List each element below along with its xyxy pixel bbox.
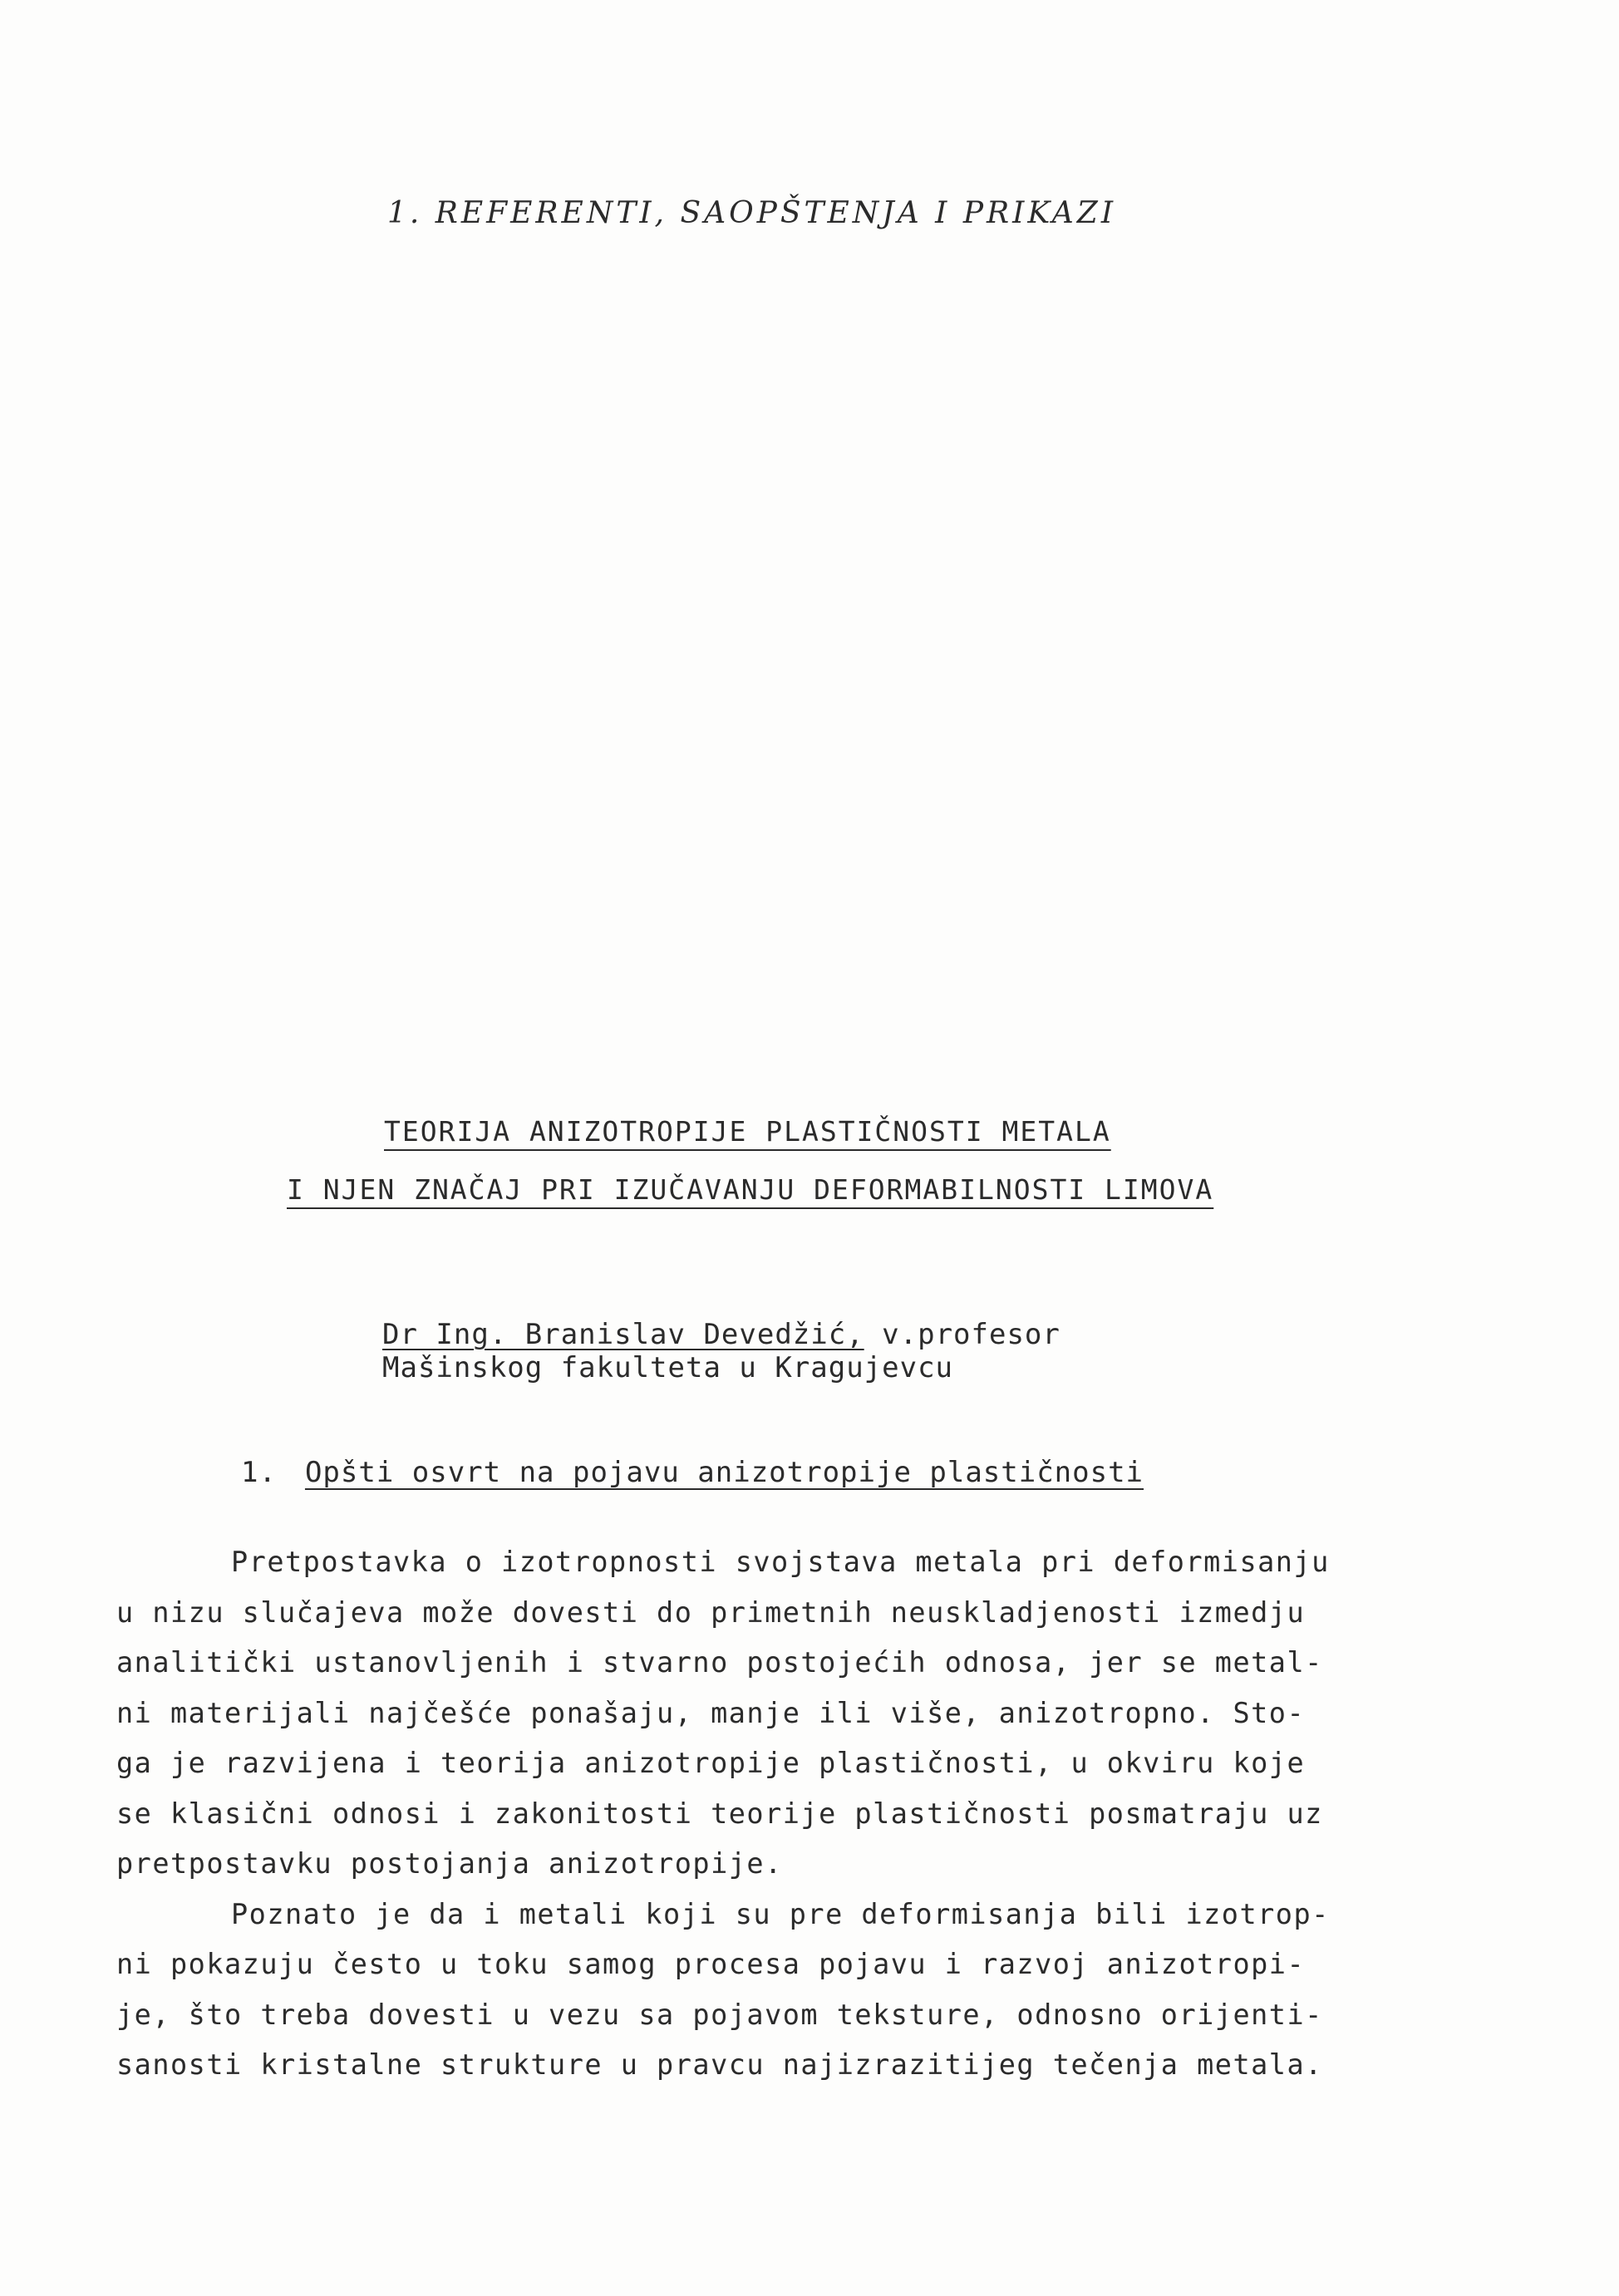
paragraph-line: ni materijali najčešće ponašaju, manje ili više, anizotropno. Sto- [116,1696,1306,1729]
paragraph-line: je, što treba dovesti u vezu sa pojavom teksture, odnosno orijenti- [116,1998,1323,2031]
author-name: Dr Ing. Branislav Devedžić, [382,1318,864,1351]
paragraph-1 [116,1537,1471,1890]
paragraph-line: se klasični odnosi i zakonitosti teorije plastičnosti posmatraju uz [116,1797,1323,1830]
article-title-line-2: I NJEN ZNAČAJ PRI IZUČAVANJU DEFORMABILNOSTI LIMOVA [287,1173,1214,1206]
paragraph-line: ni pokazuju često u toku samog procesa pojavu i razvoj anizotropi- [116,1948,1306,1980]
paragraph-line: Pretpostavka o izotropnosti svojstava metala pri deformisanju [231,1546,1330,1578]
article-title-line-1: TEORIJA ANIZOTROPIJE PLASTIČNOSTI METALA [384,1115,1111,1148]
paragraph-line: Poznato je da i metali koji su pre deformisanja bili izotrop- [231,1897,1330,1930]
author-line [382,1318,1060,1351]
paragraph-line: u nizu slučajeva može dovesti do primetnih neuskladjenosti izmedju [116,1595,1306,1629]
paragraph-line: pretpostavku postojanja anizotropije. [116,1847,783,1880]
subsection-title: Opšti osvrt na pojavu anizotropije plastičnosti [304,1456,1144,1489]
author-block [382,1318,1060,1384]
body-text [116,1537,1471,2091]
subsection-number: 1. [241,1456,277,1489]
paragraph-2 [116,1890,1471,2091]
subsection-heading [241,1456,1144,1489]
paragraph-line: sanosti kristalne strukture u pravcu najizrazitijeg tečenja metala. [116,2048,1323,2081]
author-position: v.profesor [864,1318,1060,1351]
paragraph-line: analitički ustanovljenih i stvarno postojećih odnosa, jer se metal- [116,1646,1323,1679]
author-affiliation: Mašinskog fakulteta u Kragujevcu [382,1351,954,1384]
paragraph-line: ga je razvijena i teorija anizotropije plastičnosti, u okviru koje [116,1747,1306,1779]
section-heading: 1. REFERENTI, SAOPŠTENJA I PRIKAZI [387,196,1117,230]
